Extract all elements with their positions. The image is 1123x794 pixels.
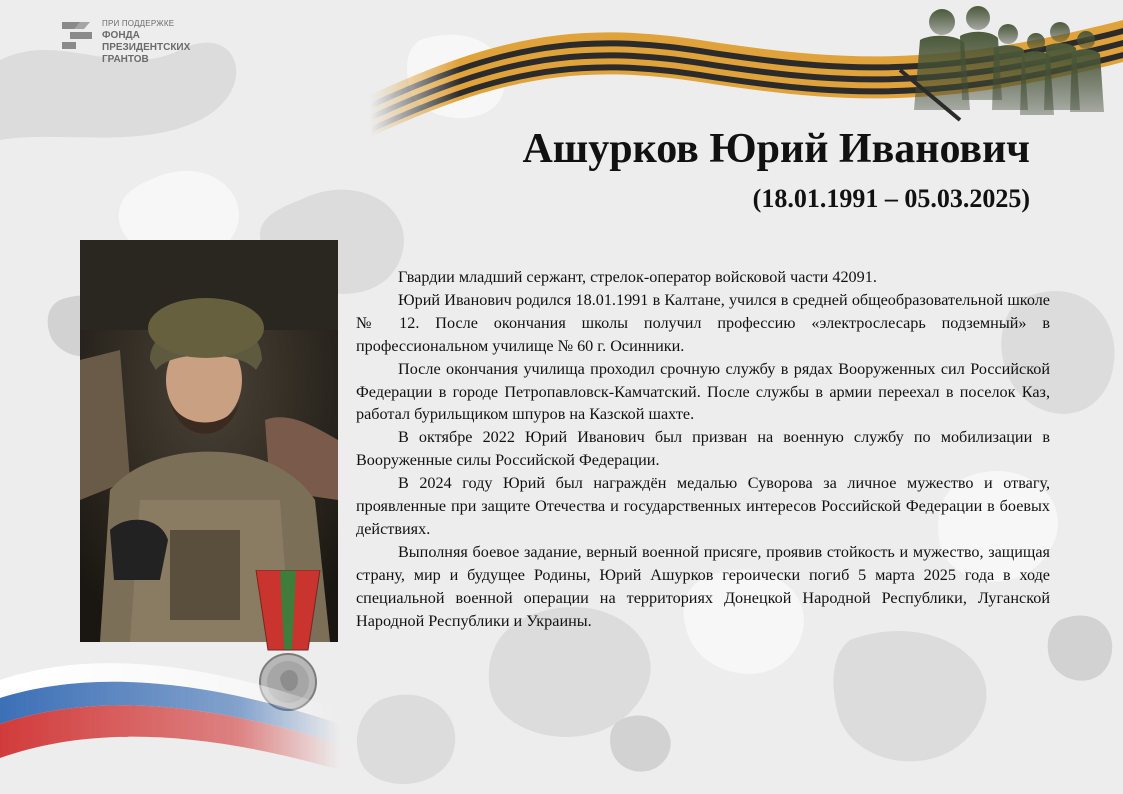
logo-line-2: ФОНДА xyxy=(102,30,140,41)
bio-paragraph-3: После окончания училища проходил срочную службу в рядах Вооруженных сил Российской Федерации в городе Петропавловск-Камчатский. После службы в армии переехал в поселок Каз, работал бурильщиком шпуров на Казской шахте. xyxy=(356,359,1050,424)
logo-line-4: ГРАНТОВ xyxy=(102,54,149,65)
grant-fund-logo-text xyxy=(102,18,190,66)
bio-paragraph-4: В октябре 2022 Юрий Иванович был призван на военную службу по мобилизации в Вооруженные силы Российской Федерации. xyxy=(356,428,1050,470)
bio-paragraph-2: Юрий Иванович родился 18.01.1991 в Калтане, учился в средней общеобразовательной школе № 12. После окончания школы получил профессию «электрослесарь подземный» в профессиональном училище № 60 г. Осинники. xyxy=(356,290,1050,355)
grant-fund-logo-mark-icon xyxy=(60,18,94,52)
russian-flag-wave xyxy=(0,640,340,794)
bio-paragraph-5: В 2024 году Юрий был награждён медалью Суворова за личное мужество и отвагу, проявленные при защите Отечества и государственных интересов Российской Федерации в боевых действиях. xyxy=(356,474,1050,538)
person-name-heading: Ашурков Юрий Иванович xyxy=(522,126,1030,172)
grant-fund-logo xyxy=(60,18,190,66)
logo-line-3: ПРЕЗИДЕНТСКИХ xyxy=(102,42,191,53)
soldiers-illustration xyxy=(890,0,1123,140)
life-dates: (18.01.1991 – 05.03.2025) xyxy=(752,184,1030,213)
biography-text xyxy=(356,266,1050,633)
logo-line-1: ПРИ ПОДДЕРЖКЕ xyxy=(102,19,175,28)
bio-paragraph-1: Гвардии младший сержант, стрелок-оператор войсковой части 42091. xyxy=(398,268,877,286)
bio-paragraph-6: Выполняя боевое задание, верный военной присяге, проявив стойкость и мужество, защищая страну, мир и будущее Родины, Юрий Ашурков героически погиб 5 марта 2025 года в ходе специальной военной операции на территориях Донецкой Народной Республики, Луганской Народной Республики и Украины. xyxy=(356,542,1050,630)
